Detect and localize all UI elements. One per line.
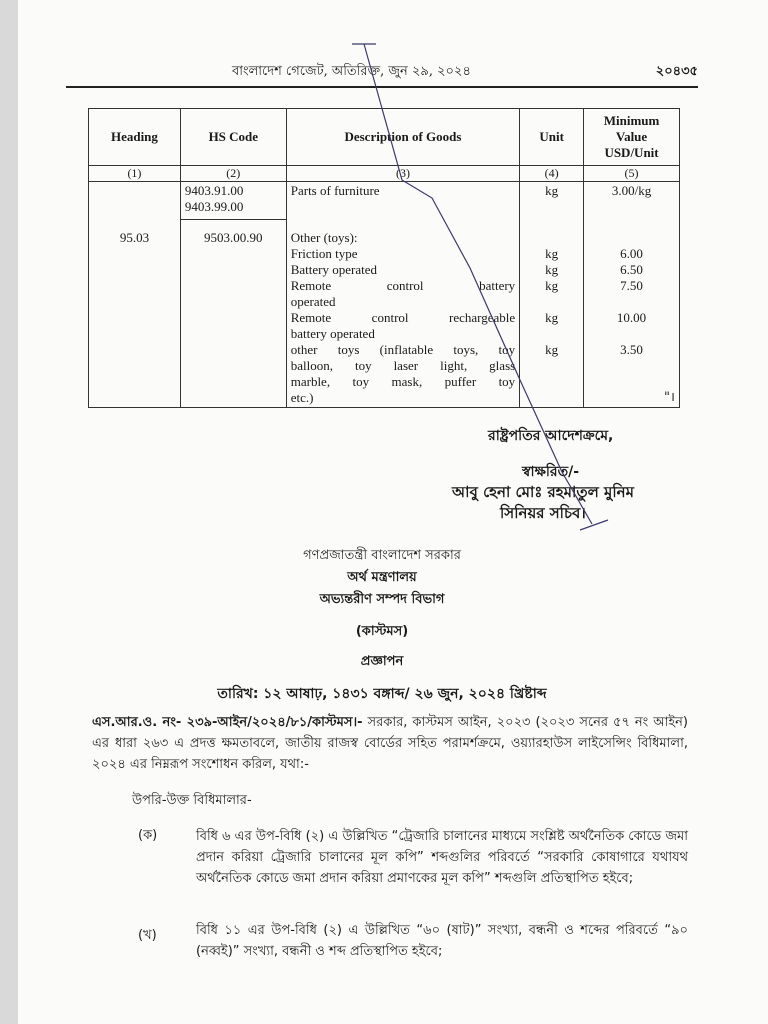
item-value: 6.50 <box>620 261 643 277</box>
item-desc: marble, toy mask, puffer toy <box>290 373 516 389</box>
col-number: (1) <box>89 166 181 182</box>
item-label: (খ) <box>138 928 157 943</box>
item-desc: Remote control rechargeable <box>290 309 516 325</box>
government-name: গণপ্রজাতন্ত্রী বাংলাদেশ সরকার <box>303 548 461 563</box>
item-desc: Remote control battery <box>290 277 516 293</box>
presidential-order: রাষ্ট্রপতির আদেশক্রমে, <box>488 428 614 444</box>
hs-code: 9403.91.00 <box>184 183 244 198</box>
description: Parts of furniture <box>290 183 380 198</box>
division-name: অভ্যন্তরীণ সম্পদ বিভাগ <box>319 592 445 607</box>
notice-date: তারিখ: ১২ আষাঢ়, ১৪৩১ বঙ্গাব্দ/ ২৬ জুন, ২০২৪ খ্রিষ্টাব্দ <box>217 686 547 702</box>
section-name: (কাস্টমস) <box>355 624 409 639</box>
col-hs-code: HS Code <box>180 109 286 166</box>
item-unit: kg <box>545 341 559 357</box>
ministry-name: অর্থ মন্ত্রণালয় <box>347 570 417 585</box>
unit-cell: kg <box>520 182 584 220</box>
col-number: (5) <box>584 166 680 182</box>
signatory-name: আবু হেনা মোঃ রহমাতুল মুনিম <box>452 483 634 501</box>
col-description: Description of Goods <box>286 109 519 166</box>
item-text: বিধি ৬ এর উপ-বিধি (২) এ উল্লিখিত “ট্রেজারি চালানের মাধ্যমে সংশ্লিষ্ট অর্থনৈতিক কোডে জমা প্রদান করিয়া ট্রেজারি চালানের মূল কপি” শব্দগুলির পরিবর্তে “সরকারি কোষাগারে যথাযথ অর্থনৈতিক কোডে জমা প্রদান করিয়া প্রমাণকের মূল কপি” শব্দগুলি প্রতিস্থাপিত হইবে; <box>196 829 688 886</box>
item-desc: battery operated <box>290 325 375 341</box>
item-unit: kg <box>545 245 559 261</box>
item-desc: balloon, toy laser light, glass <box>290 357 516 373</box>
col-unit: Unit <box>520 109 584 166</box>
item-value: 3.50 <box>620 341 643 357</box>
sro-number: এস.আর.ও. নং- ২৩৯-আইন/২০২৪/৮১/কাস্টমস।- <box>92 715 363 730</box>
col-heading: Heading <box>89 109 181 166</box>
item-value: 10.00 <box>616 309 647 325</box>
col-min-value: Minimum Value USD/Unit <box>584 109 680 166</box>
item-unit: kg <box>545 261 559 277</box>
col-number: (4) <box>520 166 584 182</box>
item-desc: Battery operated <box>290 261 377 277</box>
notice-body-text: সরকার, কাস্টমস আইন, ২০২৩ (২০২৩ সনের ৫৭ নং আইন) এর ধারা ২৬৩ এ প্রদত্ত ক্ষমতাবলে, জাতীয় রাজস্ব বোর্ডের সহিত পরামর্শক্রমে, ওয়্যারহাউস লাইসেন্সিং বিধিমালা, ২০২৪ এর নিম্নরূপ সংশোধন করিল, যথা:- <box>92 715 688 772</box>
closing-quote: "। <box>664 390 675 405</box>
hs-code: 9403.99.00 <box>184 199 244 214</box>
item-desc: etc.) <box>290 389 314 405</box>
item-text: বিধি ১১ এর উপ-বিধি (২) এ উল্লিখিত “৬০ (ষাট)” সংখ্যা, বন্ধনী ও শব্দের পরিবর্তে “৯০ (নব্বই)” সংখ্যা, বন্ধনী ও শব্দ প্রতিস্থাপিত হইবে; <box>196 923 688 959</box>
signed-mark: স্বাক্ষরিত/- <box>522 464 580 480</box>
value-cell: 3.00/kg <box>584 182 680 220</box>
item-value: 6.00 <box>620 245 643 261</box>
signatory-designation: সিনিয়র সচিব। <box>500 504 586 522</box>
item-desc: Friction type <box>290 245 358 261</box>
item-desc: other toys (inflatable toys, toy <box>290 341 516 357</box>
page-number: ২০৪৩৫ <box>655 64 698 79</box>
description-title: Other (toys): <box>290 229 358 245</box>
item-unit: kg <box>545 309 559 325</box>
amendment-intro: উপরি-উক্ত বিধিমালার- <box>132 793 252 808</box>
col-number: (3) <box>286 166 519 182</box>
item-label: (ক) <box>138 828 158 843</box>
item-unit: kg <box>545 277 559 293</box>
heading-cell: 95.03 <box>89 220 181 408</box>
hs-code-cell: 9503.00.90 <box>180 220 286 408</box>
gazette-title: বাংলাদেশ গেজেট, অতিরিক্ত, জুন ২৯, ২০২৪ <box>232 64 471 79</box>
item-desc: operated <box>290 293 336 309</box>
item-value: 7.50 <box>620 277 643 293</box>
col-number: (2) <box>180 166 286 182</box>
notice-type: প্রজ্ঞাপন <box>360 654 404 669</box>
